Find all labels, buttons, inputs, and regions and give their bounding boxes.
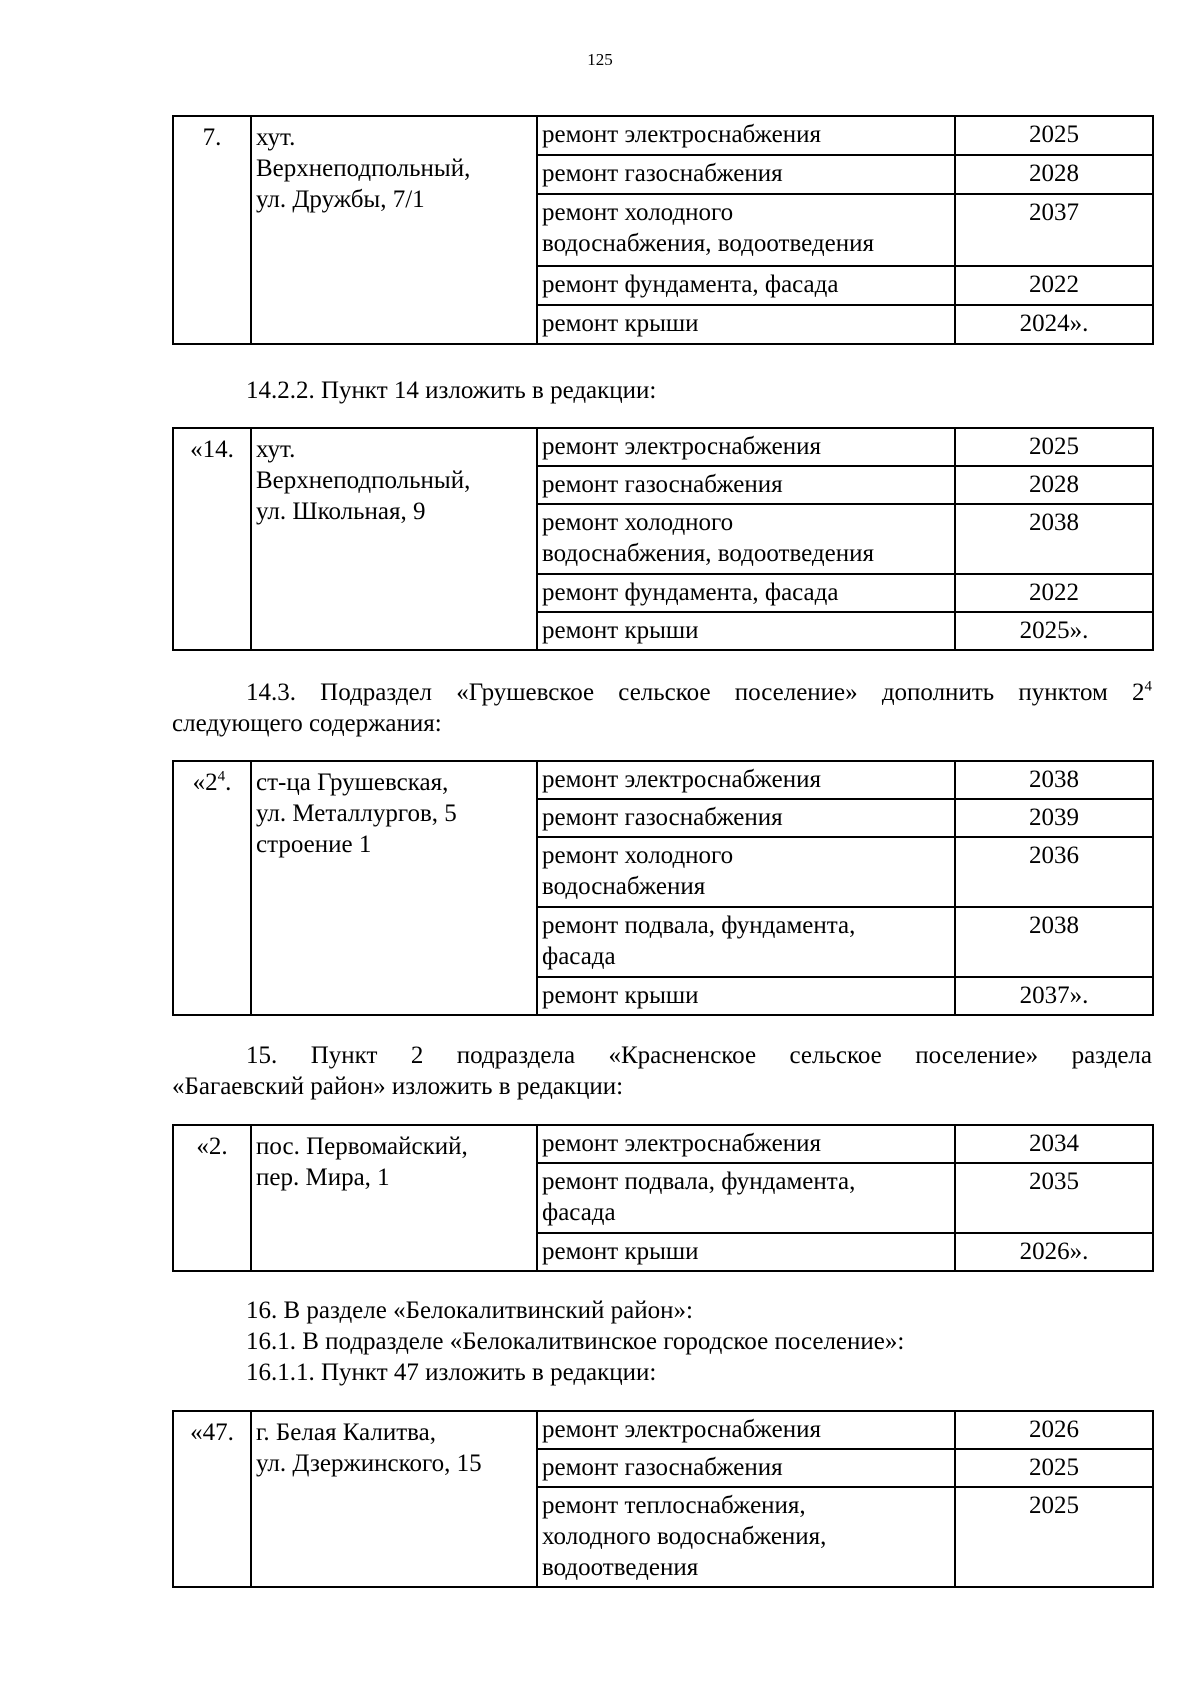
work-type-cell bbox=[537, 574, 955, 612]
work-type-cell bbox=[537, 1487, 955, 1587]
table-row bbox=[173, 1125, 1153, 1163]
paragraph-16 bbox=[172, 1295, 1152, 1388]
item-number: «2. bbox=[196, 1133, 228, 1160]
address-cell bbox=[251, 116, 537, 344]
year-cell: 2025 bbox=[955, 428, 1153, 466]
data-table bbox=[172, 427, 1154, 651]
address-line: Верхнеподпольный, bbox=[256, 467, 471, 494]
year-cell: 2038 bbox=[955, 504, 1153, 574]
year-cell: 2026 bbox=[955, 1411, 1153, 1449]
year-cell: 2025». bbox=[955, 612, 1153, 650]
work-type-line: водоснабжения, водоотведения bbox=[542, 540, 874, 567]
paragraph-line: 15. Пункт 2 подраздела «Красненское сельское поселение» раздела bbox=[246, 1042, 1152, 1069]
work-type-cell bbox=[537, 266, 955, 305]
work-type-line: ремонт крыши bbox=[542, 982, 699, 1009]
work-type-line: фасада bbox=[542, 943, 616, 970]
work-type-line: ремонт подвала, фундамента, bbox=[542, 1168, 856, 1195]
work-type-line: ремонт электроснабжения bbox=[542, 433, 821, 460]
work-type-cell bbox=[537, 761, 955, 799]
address-line: Верхнеподпольный, bbox=[256, 155, 471, 182]
work-type-cell bbox=[537, 907, 955, 977]
paragraph-15 bbox=[172, 1040, 1152, 1102]
work-type-cell bbox=[537, 837, 955, 907]
year-cell: 2025 bbox=[955, 116, 1153, 155]
work-type-cell bbox=[537, 1125, 955, 1163]
work-type-cell bbox=[537, 612, 955, 650]
address-cell bbox=[251, 761, 537, 1015]
item-number: «47. bbox=[190, 1419, 234, 1446]
item-number-cell bbox=[173, 761, 251, 1015]
address-cell bbox=[251, 428, 537, 650]
year-cell: 2026». bbox=[955, 1233, 1153, 1271]
paragraph-line: 16. В разделе «Белокалитвинский район»: bbox=[246, 1297, 693, 1324]
work-type-line: ремонт крыши bbox=[542, 1238, 699, 1265]
table-row bbox=[173, 761, 1153, 799]
paragraph-line bbox=[172, 677, 1152, 708]
address-line: ул. Дружбы, 7/1 bbox=[256, 186, 425, 213]
address-line: г. Белая Калитва, bbox=[256, 1419, 436, 1446]
paragraph-line: 16.1.1. Пункт 47 изложить в редакции: bbox=[246, 1359, 657, 1386]
work-type-cell bbox=[537, 504, 955, 574]
item-number-cell bbox=[173, 428, 251, 650]
work-type-line: ремонт газоснабжения bbox=[542, 804, 783, 831]
work-type-cell bbox=[537, 194, 955, 266]
year-cell: 2028 bbox=[955, 155, 1153, 194]
work-type-line: ремонт подвала, фундамента, bbox=[542, 912, 856, 939]
work-type-cell bbox=[537, 1411, 955, 1449]
superscript: 4 bbox=[1144, 678, 1152, 695]
work-type-cell bbox=[537, 1449, 955, 1487]
year-cell: 2039 bbox=[955, 799, 1153, 837]
work-type-line: ремонт электроснабжения bbox=[542, 121, 821, 148]
item-number-cell bbox=[173, 1125, 251, 1271]
paragraph-line: 16.1. В подразделе «Белокалитвинское городское поселение»: bbox=[246, 1328, 905, 1355]
data-table bbox=[172, 760, 1154, 1016]
year-cell: 2034 bbox=[955, 1125, 1153, 1163]
paragraph-14-3 bbox=[172, 677, 1152, 739]
table-row bbox=[173, 428, 1153, 466]
work-type-line: водоснабжения, водоотведения bbox=[542, 230, 874, 257]
work-type-line: ремонт фундамента, фасада bbox=[542, 271, 839, 298]
paragraph-line: следующего содержания: bbox=[172, 710, 442, 737]
data-table bbox=[172, 1410, 1154, 1588]
work-type-cell bbox=[537, 1163, 955, 1233]
address-line: ул. Металлургов, 5 bbox=[256, 800, 457, 827]
year-cell: 2028 bbox=[955, 466, 1153, 504]
year-cell: 2022 bbox=[955, 266, 1153, 305]
address-line: хут. bbox=[256, 124, 296, 151]
address-cell bbox=[251, 1411, 537, 1587]
address-line: пер. Мира, 1 bbox=[256, 1164, 390, 1191]
work-type-line: ремонт газоснабжения bbox=[542, 160, 783, 187]
address-line: пос. Первомайский, bbox=[256, 1133, 468, 1160]
address-line: ст-ца Грушевская, bbox=[256, 769, 449, 796]
address-line: ул. Школьная, 9 bbox=[256, 498, 426, 525]
page-number: 125 bbox=[587, 50, 613, 69]
data-table bbox=[172, 115, 1154, 345]
work-type-cell bbox=[537, 155, 955, 194]
work-type-line: холодного водоснабжения, bbox=[542, 1523, 827, 1550]
year-cell: 2024». bbox=[955, 305, 1153, 344]
item-number-superscript: 4 bbox=[217, 768, 226, 785]
work-type-line: ремонт электроснабжения bbox=[542, 1130, 821, 1157]
work-type-cell bbox=[537, 305, 955, 344]
work-type-cell bbox=[537, 466, 955, 504]
item-number-cell bbox=[173, 1411, 251, 1587]
paragraph-line: «Багаевский район» изложить в редакции: bbox=[172, 1073, 624, 1100]
table-row bbox=[173, 116, 1153, 155]
work-type-line: ремонт крыши bbox=[542, 617, 699, 644]
work-type-line: фасада bbox=[542, 1199, 616, 1226]
work-type-line: ремонт холодного bbox=[542, 842, 734, 869]
work-type-line: водоснабжения bbox=[542, 873, 706, 900]
year-cell: 2036 bbox=[955, 837, 1153, 907]
address-line: строение 1 bbox=[256, 831, 372, 858]
address-line: ул. Дзержинского, 15 bbox=[256, 1450, 482, 1477]
address-cell bbox=[251, 1125, 537, 1271]
paragraph-14-2-2 bbox=[172, 375, 1152, 406]
year-cell: 2038 bbox=[955, 907, 1153, 977]
year-cell: 2038 bbox=[955, 761, 1153, 799]
work-type-line: ремонт холодного bbox=[542, 199, 734, 226]
year-cell: 2037». bbox=[955, 977, 1153, 1015]
year-cell: 2025 bbox=[955, 1487, 1153, 1587]
item-number: «14. bbox=[190, 436, 234, 463]
item-number: «2 bbox=[192, 769, 218, 796]
work-type-line: ремонт фундамента, фасада bbox=[542, 579, 839, 606]
work-type-cell bbox=[537, 799, 955, 837]
paragraph-line: 14.2.2. Пункт 14 изложить в редакции: bbox=[246, 377, 657, 404]
work-type-cell bbox=[537, 116, 955, 155]
work-type-line: ремонт электроснабжения bbox=[542, 766, 821, 793]
work-type-line: ремонт теплоснабжения, bbox=[542, 1492, 806, 1519]
item-number: 7. bbox=[202, 124, 222, 151]
year-cell: 2022 bbox=[955, 574, 1153, 612]
year-cell: 2037 bbox=[955, 194, 1153, 266]
work-type-cell bbox=[537, 1233, 955, 1271]
work-type-line: ремонт холодного bbox=[542, 509, 734, 536]
paragraph-text: 14.3. Подраздел «Грушевское сельское поселение» дополнить пунктом 2 bbox=[246, 679, 1145, 706]
work-type-line: ремонт крыши bbox=[542, 310, 699, 337]
work-type-line: ремонт электроснабжения bbox=[542, 1416, 821, 1443]
work-type-line: ремонт газоснабжения bbox=[542, 471, 783, 498]
work-type-cell bbox=[537, 428, 955, 466]
work-type-line: ремонт газоснабжения bbox=[542, 1454, 783, 1481]
year-cell: 2025 bbox=[955, 1449, 1153, 1487]
address-line: хут. bbox=[256, 436, 296, 463]
work-type-cell bbox=[537, 977, 955, 1015]
item-number-suffix: . bbox=[225, 769, 232, 796]
table-row bbox=[173, 1411, 1153, 1449]
data-table bbox=[172, 1124, 1154, 1272]
item-number-cell bbox=[173, 116, 251, 344]
year-cell: 2035 bbox=[955, 1163, 1153, 1233]
work-type-line: водоотведения bbox=[542, 1554, 699, 1581]
